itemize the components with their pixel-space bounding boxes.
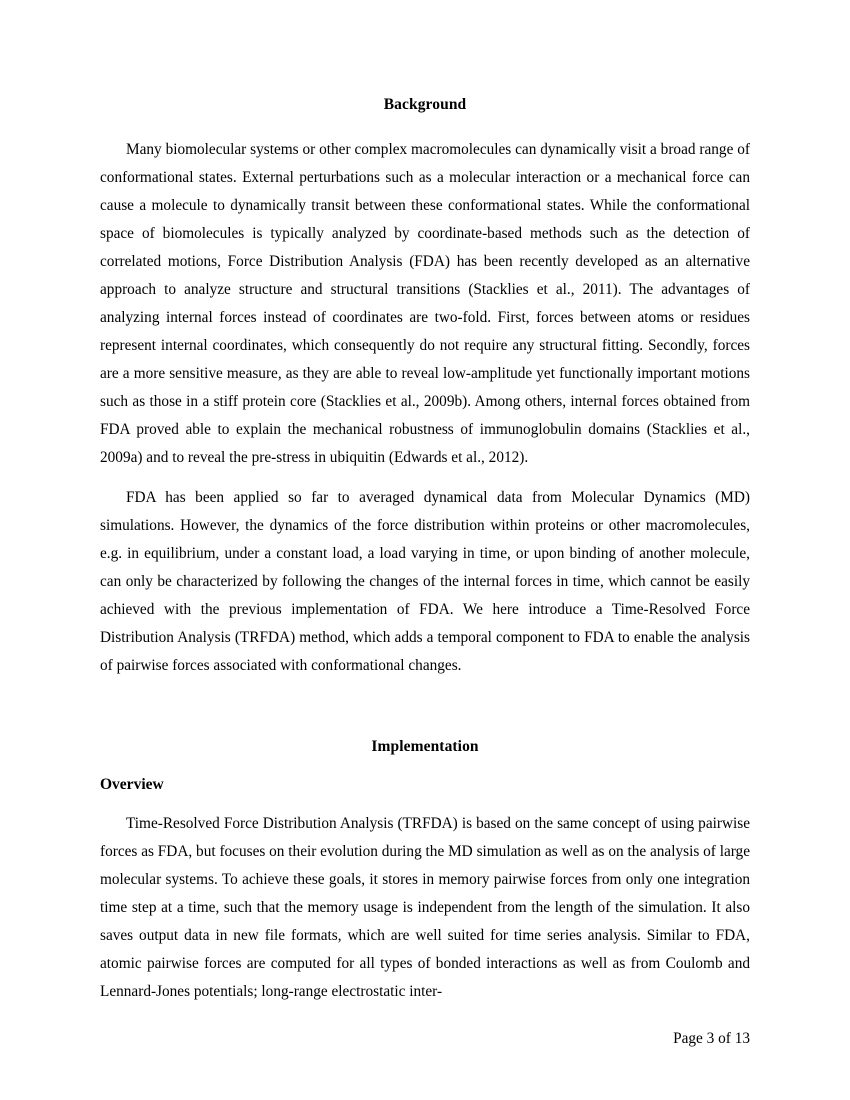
section-heading-implementation: Implementation bbox=[371, 738, 479, 755]
paragraph-background-2: FDA has been applied so far to averaged dynamical data from Molecular Dynamics (MD) simulations. However, the dynamics of the force distribution within proteins or other macromolecules, e.g. in equilibrium, under a constant load, a load varying in time, or upon binding of another molecule, can only be characterized by following the changes of the internal forces in time, which cannot be easily achieved with the previous implementation of FDA. We here introduce a Time-Resolved Force Distribution Analysis (TRFDA) method, which adds a temporal component to FDA to enable the analysis of pairwise forces associated with conformational changes. bbox=[100, 489, 750, 674]
section-heading-background: Background bbox=[383, 96, 467, 113]
paragraph-background-1: Many biomolecular systems or other complex macromolecules can dynamically visit a broad range of conformational states. External perturbations such as a molecular interaction or a mechanical force can cause a molecule to dynamically transit between these conformational states. While the conformational space of biomolecules is typically analyzed by coordinate-based methods such as the detection of correlated motions, Force Distribution Analysis (FDA) has been recently developed as an alternative approach to analyze structure and structural transitions (Stacklies et al., 2011). The advantages of analyzing internal forces instead of coordinates are two-fold. First, forces between atoms or residues represent internal coordinates, which consequently do not require any structural fitting. Secondly, forces are a more sensitive measure, as they are able to reveal low-amplitude yet functionally important motions such as those in a stiff protein core (Stacklies et al., 2009b). Among others, internal forces obtained from FDA proved able to explain the mechanical robustness of immunoglobulin domains (Stacklies et al., 2009a) and to reveal the pre-stress in ubiquitin (Edwards et al., 2012). bbox=[100, 141, 750, 466]
paragraph-implementation-1: Time-Resolved Force Distribution Analysis (TRFDA) is based on the same concept of using pairwise forces as FDA, but focuses on their evolution during the MD simulation as well as on the analysis of large molecular systems. To achieve these goals, it stores in memory pairwise forces from only one integration time step at a time, such that the memory usage is independent from the length of the simulation. It also saves output data in new file formats, which are well suited for time series analysis. Similar to FDA, atomic pairwise forces are computed for all types of bonded interactions as well as from Coulomb and Lennard-Jones potentials; long-range electrostatic inter- bbox=[100, 815, 750, 1000]
subsection-heading-overview: Overview bbox=[100, 776, 164, 793]
page-footer: Page 3 of 13 bbox=[673, 1030, 750, 1047]
